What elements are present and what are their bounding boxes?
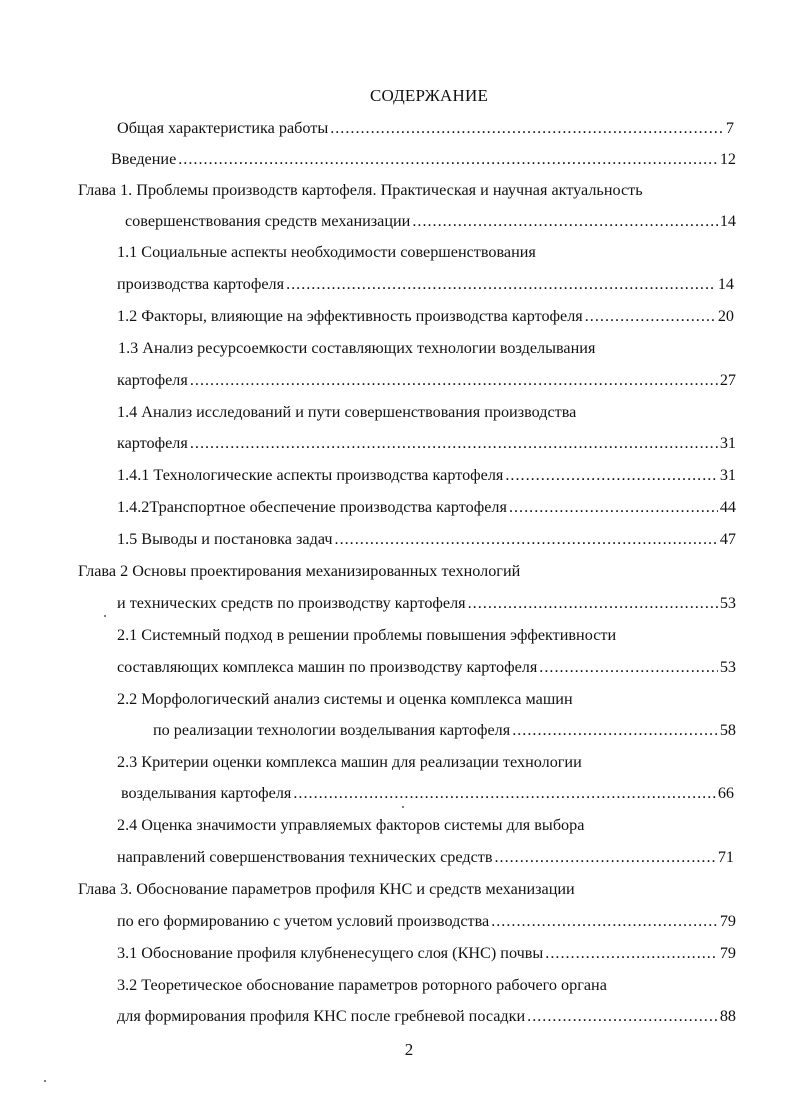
toc-entry-page: 88 (719, 1007, 736, 1025)
toc-entry-title: по реализации технологии возделывания картофеля (153, 721, 511, 739)
toc-dot-leader (190, 370, 718, 390)
toc-entry-title: совершенствования средств механизации (125, 212, 411, 230)
toc-entry-page: 12 (719, 150, 736, 168)
toc-entry-page: 7 (725, 119, 734, 137)
toc-entry-title: 1.4.1 Технологические аспекты производства картофеля (117, 466, 504, 484)
toc-entry-title: производства картофеля (117, 275, 285, 293)
toc-dot-leader (494, 847, 715, 867)
toc-entry-page: 66 (717, 784, 734, 802)
toc-dot-leader (545, 943, 718, 963)
toc-entry-page: 53 (719, 658, 736, 676)
toc-entry-title: 1.4.2Транспортное обеспечение производства картофеля (117, 498, 507, 516)
toc-dot-leader (512, 720, 718, 740)
toc-entry (117, 306, 734, 326)
toc-entry-page: 47 (719, 530, 736, 548)
toc-entry (117, 274, 734, 294)
toc-entry (117, 529, 736, 549)
toc-entry (125, 211, 736, 231)
scan-speck (402, 806, 404, 808)
toc-dot-leader (286, 274, 716, 294)
toc-entry-title: Введение (111, 150, 177, 168)
toc-entry-title: составляющих комплекса машин по производству картофеля (117, 658, 538, 676)
toc-entry-page: 14 (719, 212, 736, 230)
toc-dot-leader (491, 911, 718, 931)
toc-dot-leader (509, 497, 718, 517)
toc-entry-title: и технических средств по производству картофеля (117, 594, 466, 612)
toc-dot-leader (527, 1006, 718, 1026)
toc-dot-leader (330, 118, 724, 138)
toc-entry-line: Глава 2 Основы проектирования механизированных технологий (78, 562, 521, 580)
toc-entry-title: направлений совершенствования технических средств (117, 848, 493, 866)
toc-dot-leader (335, 529, 718, 549)
toc-entry-page: 14 (717, 275, 734, 293)
toc-entry-line: 2.3 Критерии оценки комплекса машин для реализации технологии (117, 753, 582, 771)
toc-entry-line: 3.2 Теоретическое обоснование параметров роторного рабочего органа (117, 976, 607, 994)
toc-entry (117, 943, 736, 963)
toc-entry-line: 2.4 Оценка значимости управляемых факторов системы для выбора (117, 816, 585, 834)
toc-dot-leader (178, 149, 718, 169)
toc-dot-leader (505, 465, 717, 485)
toc-entry (117, 370, 736, 390)
toc-dot-leader (585, 306, 716, 326)
toc-dot-leader (293, 783, 715, 803)
toc-entry-page: 71 (717, 848, 734, 866)
toc-entry-page: 79 (719, 912, 736, 930)
toc-entry-line: 2.1 Системный подход в решении проблемы повышения эффективности (117, 626, 617, 644)
toc-entry-title: 1.2 Факторы, влияющие на эффективность производства картофеля (117, 307, 583, 325)
toc-dot-leader (468, 593, 718, 613)
toc-dot-leader (539, 657, 718, 677)
toc-entry-line: Глава 3. Обоснование параметров профиля КНС и средств механизации (78, 880, 575, 898)
toc-entry-page: 79 (719, 944, 736, 962)
toc-entry-page: 20 (717, 307, 734, 325)
toc-entry-line: 1.3 Анализ ресурсоемкости составляющих технологии возделывания (118, 339, 596, 357)
toc-entry (117, 847, 734, 867)
toc-entry (111, 149, 736, 169)
page-number: 2 (404, 1040, 414, 1059)
toc-entry-page: 31 (719, 434, 736, 452)
page-title: СОДЕРЖАНИЕ (369, 86, 489, 105)
toc-dot-leader (190, 433, 718, 453)
toc-entry-page: 53 (719, 594, 736, 612)
toc-entry (121, 783, 734, 803)
toc-entry (117, 657, 736, 677)
toc-entry (117, 118, 734, 138)
toc-entry-page: 31 (719, 466, 736, 484)
toc-entry-title: для формирования профиля КНС после гребневой посадки (117, 1007, 526, 1025)
toc-entry-line: 1.1 Социальные аспекты необходимости совершенствования (117, 243, 536, 261)
toc-entry-title: Общая характеристика работы (117, 119, 329, 137)
toc-entry-title: картофеля (117, 371, 188, 389)
toc-entry-title: по его формированию с учетом условий производства (117, 912, 490, 930)
scan-speck (44, 1080, 46, 1082)
toc-entry-title: картофеля (117, 434, 188, 452)
toc-entry-page: 27 (719, 371, 736, 389)
toc-entry-line: 1.4 Анализ исследований и пути совершенствования производства (117, 403, 577, 421)
toc-entry (117, 465, 736, 485)
scan-speck (104, 615, 106, 617)
toc-entry (117, 497, 736, 517)
toc-entry-line: 2.2 Морфологический анализ системы и оценка комплекса машин (117, 690, 573, 708)
toc-entry (153, 720, 736, 740)
toc-entry (117, 593, 736, 613)
toc-entry-page: 44 (719, 498, 736, 516)
toc-entry-line: Глава 1. Проблемы производств картофеля. Практическая и научная актуальность (78, 181, 643, 199)
toc-entry (117, 1006, 736, 1026)
toc-dot-leader (412, 211, 717, 231)
toc-entry-page: 58 (719, 721, 736, 739)
toc-entry-title: 1.5 Выводы и постановка задач (117, 530, 333, 548)
toc-entry-title: возделывания картофеля (121, 784, 292, 802)
toc-entry-title: 3.1 Обоснование профиля клубненесущего слоя (КНС) почвы (117, 944, 544, 962)
toc-entry (117, 433, 736, 453)
toc-entry (117, 911, 736, 931)
